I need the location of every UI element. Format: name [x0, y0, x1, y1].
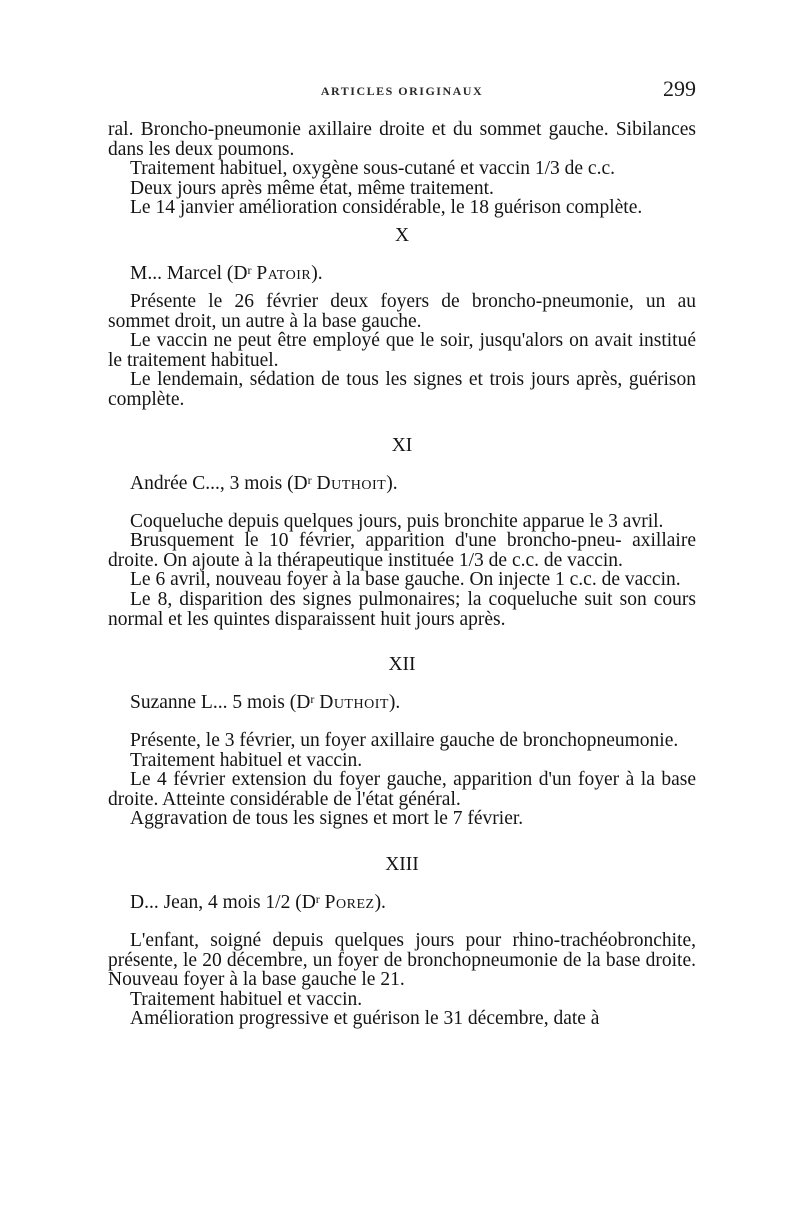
case-xii-dr-sup: r [310, 692, 315, 707]
case-xii-heading: XII [388, 654, 416, 676]
case-xii-patient-name: Suzanne L... 5 mois (D [130, 692, 311, 714]
case-xiii-paragraph-1: L'enfant, soigné depuis quelques jours pour rhino-trachéobronchite, présente, le 20 décembre, un foyer de bronchopneumonie de la base droite. Nouveau foyer à la base gauche le 21. [108, 930, 696, 991]
case-x-paragraph-2: Le vaccin ne peut être employé que le soir, jusqu'alors on avait institué le traitement habituel. [108, 330, 696, 371]
intro-paragraph-1: ral. Broncho-pneumonie axillaire droite et du sommet gauche. Sibilances dans les deux poumons. [108, 119, 696, 160]
intro-paragraph-4: Le 14 janvier amélioration considérable, le 18 guérison complète. [130, 197, 643, 219]
case-xi-close: ). [386, 472, 398, 494]
page-header [108, 76, 696, 106]
case-xii-paragraph-2: Traitement habituel et vaccin. [130, 749, 363, 771]
case-xiii-close: ). [374, 892, 386, 914]
case-x-paragraph-1: Présente le 26 février deux foyers de broncho-pneumonie, un au sommet droit, un autre à la base gauche. [108, 290, 696, 332]
case-xi-paragraph-3: Le 6 avril, nouveau foyer à la base gauche. On injecte 1 c.c. de vaccin. [130, 569, 681, 591]
case-xii-paragraph-4: Aggravation de tous les signes et mort le 7 février. [130, 808, 524, 830]
case-x-patient-name: M... Marcel (D [130, 262, 248, 284]
case-xi-paragraph-2: Brusquement le 10 février, apparition d'une broncho-pneu- axillaire droite. On ajoute à la thérapeutique instituée 1/3 de c.c. de vaccin. [108, 530, 696, 571]
page-body [108, 120, 696, 1029]
running-head: ARTICLES ORIGINAUX [320, 84, 484, 98]
case-xi-paragraph-4: Le 8, disparition des signes pulmonaires; la coqueluche suit son cours normal et les quintes disparaissent huit jours après. [108, 588, 696, 630]
case-xiii-patient [108, 893, 696, 913]
case-xii-patient [108, 693, 696, 713]
case-x-doctor: Patoir [256, 262, 312, 284]
case-xi-dr-sup: r [307, 472, 312, 487]
case-x-close: ). [311, 262, 323, 284]
case-xiii-heading: XIII [385, 854, 419, 876]
case-xi-patient-name: Andrée C..., 3 mois (D [130, 472, 308, 494]
case-xi-patient [108, 474, 696, 494]
case-x-patient [108, 264, 696, 284]
case-x-dr-sup: r [247, 262, 252, 277]
case-xi-paragraph-1: Coqueluche depuis quelques jours, puis bronchite apparue le 3 avril. [130, 510, 664, 532]
case-x-heading: X [394, 224, 410, 246]
case-xii-doctor: Duthoit [319, 692, 389, 714]
case-xiii-patient-name: D... Jean, 4 mois 1/2 (D [130, 892, 316, 914]
case-xi-doctor: Duthoit [316, 472, 387, 494]
case-xiii-doctor: Porez [324, 892, 375, 914]
intro-paragraph-2: Traitement habituel, oxygène sous-cutané et vaccin 1/3 de c.c. [130, 158, 615, 180]
case-x-paragraph-3: Le lendemain, sédation de tous les signes et trois jours après, guérison complète. [108, 369, 696, 410]
case-xiii-dr-sup: r [315, 892, 320, 907]
page-number: 299 [663, 76, 696, 101]
case-xiii-paragraph-3: Amélioration progressive et guérison le 31 décembre, date à [130, 1008, 600, 1030]
case-xii-paragraph-3: Le 4 février extension du foyer gauche, apparition d'un foyer à la base droite. Atteinte considérable de l'état général. [108, 769, 696, 810]
case-xiii-paragraph-2: Traitement habituel et vaccin. [130, 988, 363, 1010]
intro-paragraph-3: Deux jours après même état, même traitement. [130, 177, 494, 199]
case-xi-heading: XI [391, 434, 413, 456]
case-xii-close: ). [388, 692, 401, 714]
case-xii-paragraph-1: Présente, le 3 février, un foyer axillaire gauche de bronchopneumonie. [130, 730, 679, 752]
